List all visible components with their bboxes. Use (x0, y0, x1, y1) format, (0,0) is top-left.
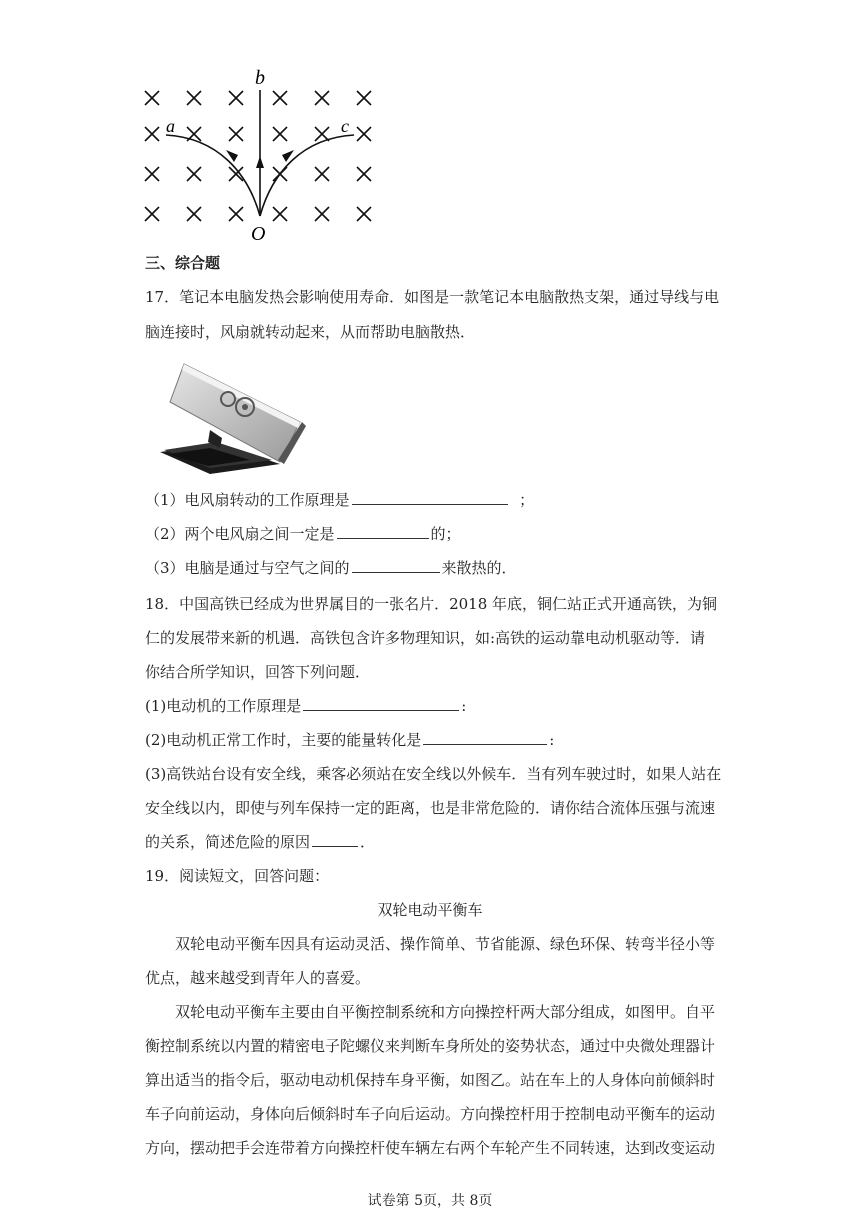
field-cross (315, 207, 329, 221)
q18-p3-text: 的关系，简述危险的原因 (145, 833, 311, 851)
q18-p1-suffix: : (461, 697, 467, 715)
q17-p2-suffix: 的； (430, 525, 461, 543)
q18-line-1: 18．中国高铁已经成为世界属目的一张名片．2018 年底，铜仁站正式开通高铁，为铜 (145, 595, 718, 613)
field-cross (145, 167, 159, 181)
label-b: b (255, 68, 265, 89)
q18-p2-blank[interactable] (423, 730, 547, 745)
label-a: a (166, 116, 175, 136)
q17-p3-blank[interactable] (352, 558, 440, 573)
article-title: 双轮电动平衡车 (377, 901, 483, 919)
article-para2-line-5: 方向，摆动把手会连带着方向操控杆使车辆左右两个车轮产生不同转速，达到改变运动 (145, 1139, 716, 1157)
field-cross (273, 207, 287, 221)
field-cross (315, 91, 329, 105)
field-cross (315, 127, 329, 141)
laptop-cooling-stand-image (150, 352, 315, 480)
q18-p2-suffix: : (549, 731, 555, 749)
field-cross (145, 207, 159, 221)
label-origin: O (251, 223, 266, 245)
field-cross (273, 127, 287, 141)
q18-line-3: 你结合所学知识，回答下列问题． (145, 663, 371, 681)
article-para2-line-4: 车子向前运动，身体向后倾斜时车子向后运动。方向操控杆用于控制电动平衡车的运动 (145, 1105, 716, 1123)
path-c (260, 135, 354, 216)
q17-p1-text: （1）电风扇转动的工作原理是 (145, 491, 350, 509)
field-cross (145, 91, 159, 105)
q17-part-1 (145, 490, 534, 510)
q17-p2-blank[interactable] (337, 524, 429, 539)
q18-part-3-line-3 (145, 832, 375, 852)
field-cross (357, 91, 371, 105)
q18-p2-text: (2)电动机正常工作时，主要的能量转化是 (145, 731, 422, 749)
section-heading: 三、综合题 (145, 254, 221, 272)
q18-p1-text: (1)电动机的工作原理是 (145, 697, 302, 715)
q17-part-3 (145, 558, 517, 578)
field-cross (229, 91, 243, 105)
q18-p3-suffix: ． (360, 833, 376, 851)
field-cross (187, 91, 201, 105)
article-para1-line-2: 优点，越来越受到青年人的喜爱。 (145, 969, 371, 987)
field-cross (145, 127, 159, 141)
q17-p3-suffix: 来散热的． (441, 559, 517, 577)
q17-line-1: 17．笔记本电脑发热会影响使用寿命．如图是一款笔记本电脑散热支架，通过导线与电 (145, 288, 720, 306)
q18-part-2 (145, 730, 554, 750)
field-cross (229, 207, 243, 221)
q18-p3-blank[interactable] (312, 832, 358, 847)
q18-part-1 (145, 696, 466, 716)
field-cross (273, 91, 287, 105)
field-cross (357, 167, 371, 181)
field-cross (315, 167, 329, 181)
q18-line-2: 仁的发展带来新的机遇．高铁包含许多物理知识，如:高铁的运动靠电动机驱动等．请 (145, 629, 706, 647)
q18-part-3-line-1: (3)高铁站台设有安全线，乘客必须站在安全线以外候车．当有列车驶过时，如果人站在 (145, 765, 722, 783)
field-cross (229, 127, 243, 141)
q19-line-1: 19．阅读短文，回答问题： (145, 867, 330, 885)
q17-p1-blank[interactable] (352, 490, 508, 505)
page-footer: 试卷第 5页，共 8页 (367, 1193, 493, 1209)
path-a (166, 135, 260, 216)
field-crosses (145, 91, 371, 221)
q17-line-2: 脑连接时，风扇就转动起来，从而帮助电脑散热． (145, 323, 476, 341)
field-cross (187, 167, 201, 181)
q17-p2-text: （2）两个电风扇之间一定是 (145, 525, 335, 543)
q17-p1-suffix: ； (519, 491, 535, 509)
q17-p3-text: （3）电脑是通过与空气之间的 (145, 559, 350, 577)
q17-part-2 (145, 524, 461, 544)
article-para2-line-1: 双轮电动平衡车主要由自平衡控制系统和方向操控杆两大部分组成，如图甲。自平 (175, 1003, 716, 1021)
article-para2-line-3: 算出适当的指令后，驱动电动机保持车身平衡，如图乙。站在车上的人身体向前倾斜时 (145, 1071, 716, 1089)
field-cross (357, 127, 371, 141)
article-para1-line-1: 双轮电动平衡车因具有运动灵活、操作简单、节省能源、绿色环保、转弯半径小等 (175, 935, 716, 953)
arrow-b (256, 156, 264, 168)
article-para2-line-2: 衡控制系统以内置的精密电子陀螺仪来判断车身所处的姿势状态，通过中央微处理器计 (145, 1037, 716, 1055)
field-cross (187, 207, 201, 221)
q18-part-3-line-2: 安全线以内，即使与列车保持一定的距离，也是非常危险的．请你结合流体压强与流速 (145, 799, 716, 817)
field-cross (357, 207, 371, 221)
q18-p1-blank[interactable] (303, 696, 459, 711)
label-c: c (341, 116, 349, 136)
magnetic-field-figure (138, 68, 378, 248)
